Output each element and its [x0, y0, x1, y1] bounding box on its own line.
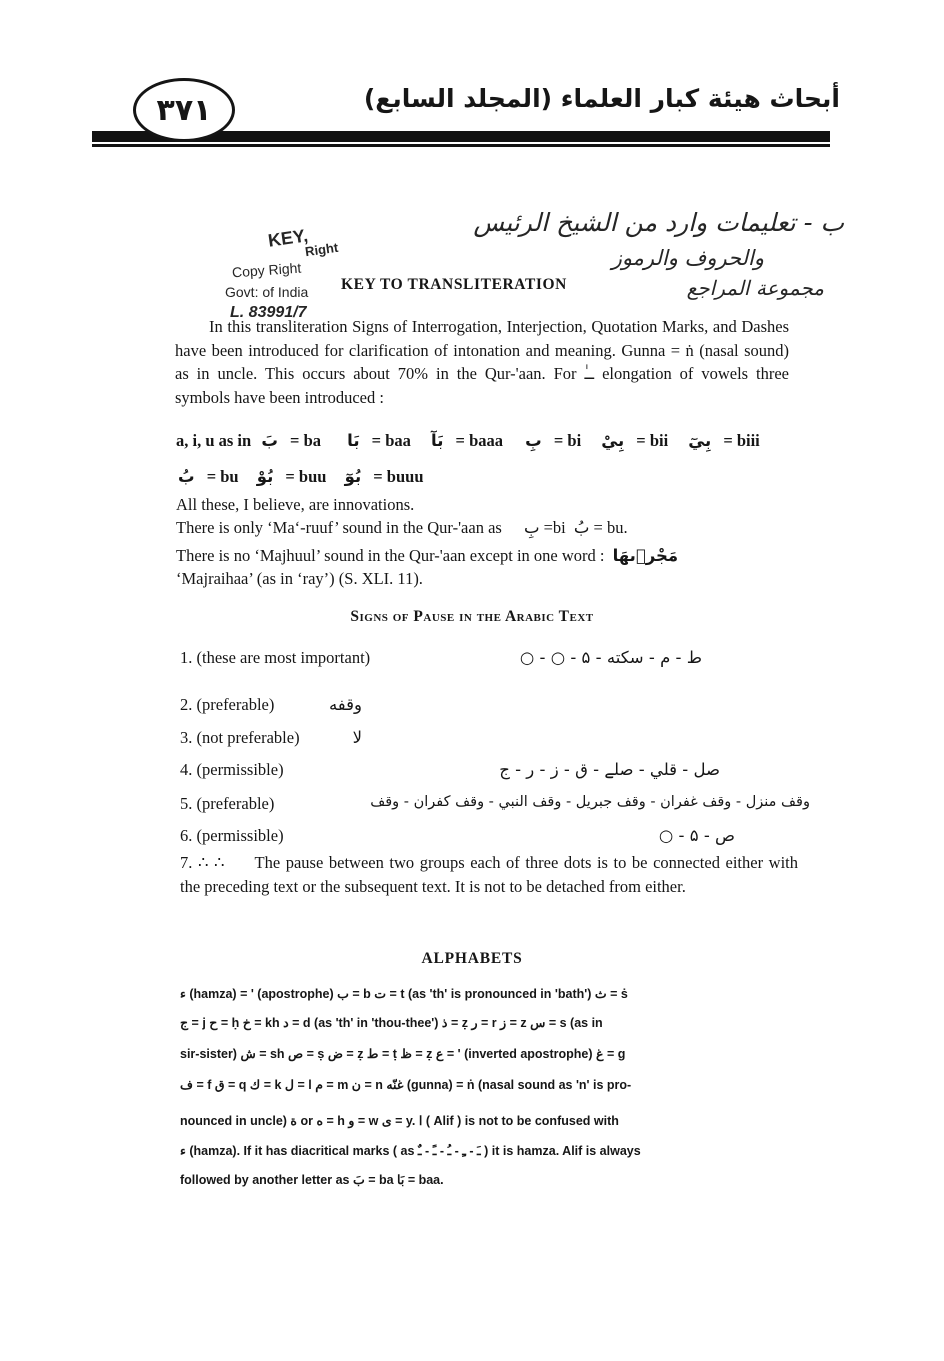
pause-label: 5. (preferable): [180, 794, 275, 813]
stamp-number: L. 83991/7: [230, 304, 307, 321]
examples-prefix: a, i, u as in: [176, 431, 252, 450]
translit-buu: = buu: [285, 467, 327, 486]
translit-bi: = bi: [553, 431, 582, 450]
innovations-statement: All these, I believe, are innovations.: [176, 495, 415, 514]
majhuul-text: There is no ‘Majhuul’ sound in the Qur-'aan except in one word :: [176, 546, 605, 565]
maruuf-statement: [176, 518, 628, 538]
pause-label: 4. (permissible): [180, 760, 284, 779]
translit-baa: = baa: [371, 431, 411, 450]
stamp-govt: Govt: of India: [225, 284, 309, 300]
stamp-copyright: Copy Right: [231, 259, 302, 281]
pause-row-2: [180, 695, 810, 719]
pause-label: 3. (not preferable): [180, 728, 300, 747]
stamp-key: KEY,: [266, 225, 310, 251]
intro-paragraph: In this transliteration Signs of Interrogation, Interjection, Quotation Marks, and Dashes have been introduced for clarification of intonation and meaning. Gunna = ṅ (nasal sound) as in uncle. This occurs about 70% in the Qur-'aan. For ــٰ elongation of vowels three symbols have been introduced :: [175, 317, 789, 407]
page-title: KEY TO TRANSLITERATION: [341, 276, 567, 293]
page-number: ٣٧١: [133, 78, 235, 142]
maruuf-arabic-bu: بُ: [573, 518, 590, 537]
pause-symbols: ص - ۵ - ○: [658, 826, 735, 845]
majhuul-arabic-word: مَجْرٖىهَا: [612, 546, 679, 565]
alphabet-line-7: followed by another letter as بَ = ba بَا = baa.: [180, 1173, 444, 1187]
stamp-right: Right: [304, 239, 340, 260]
pause-label: 2. (preferable): [180, 695, 275, 714]
pause-row-1: [180, 648, 810, 672]
pause-row-5: [180, 794, 810, 818]
alphabet-line-1: ء (hamza) = ' (apostrophe) ب = b ت = t (as 'th' is pronounced in 'bath') ث = ṡ: [180, 987, 628, 1001]
arabic-bu: بُ: [178, 467, 195, 486]
handwritten-note-3: مجموعة المراجع: [686, 276, 824, 300]
pause-item-7-text: The pause between two groups each of three dots is to be connected either with the preceding text or the subsequent text. It is not to be detached from either.: [180, 853, 798, 896]
alphabet-line-4: ف = f ق = q ك = k ل = l م = m ن = n غنّه (gunna) = ṅ (nasal sound as 'n' is pro-: [180, 1078, 632, 1092]
handwritten-note-1: ب - تعليمات وارد من الشيخ الرئيس: [473, 208, 844, 237]
arabic-buuu: بُوٓ: [344, 467, 362, 486]
vowel-examples-line-1: [176, 431, 760, 451]
maruuf-bi: =bi: [543, 518, 566, 537]
pause-symbols: ط - م - سكته - ۵ - ○ - ○: [519, 648, 702, 667]
pause-label: 1. (these are most important): [180, 648, 371, 667]
alphabet-line-2: ج = j ح = ḥ خ = kh د = d (as 'th' in 'thou-thee') ذ = ẓ ر = r ز = z س = s (as in: [180, 1016, 603, 1030]
alphabets-heading: ALPHABETS: [421, 950, 523, 967]
maruuf-bu: = bu.: [593, 518, 628, 537]
three-dots-sign: 7. ∴ ∴: [180, 853, 225, 872]
arabic-bi: بِ: [525, 431, 542, 450]
arabic-bii: بِيْ: [601, 431, 625, 450]
pause-heading: Signs of Pause in the Arabic Text: [350, 608, 594, 625]
pause-row-3: [180, 728, 810, 752]
translit-bii: = bii: [636, 431, 669, 450]
maruuf-text: There is only ‘Ma‘-ruuf’ sound in the Qur-'aan as: [176, 518, 502, 537]
pause-symbols: صل - قلي - صلے - ق - ز - ر - ج: [499, 760, 720, 779]
alphabet-line-3: sir-sister) ش = sh ص = ṣ ض = ẓ ط = ṭ ظ = ẓ ع = ' (inverted apostrophe) غ = g: [180, 1047, 626, 1061]
arabic-biii: بِيٓ: [688, 431, 712, 450]
pause-item-7: [180, 851, 798, 898]
translit-ba: = ba: [290, 431, 322, 450]
arabic-ba: بَ: [261, 431, 278, 450]
maruuf-arabic-bi: بِ: [523, 518, 540, 537]
translit-baaa: = baaa: [455, 431, 504, 450]
alphabet-line-5: nounced in uncle) ة or ه = h و = w ى = y. ا ( Alif ) is not to be confused with: [180, 1114, 619, 1128]
pause-row-4: [180, 760, 810, 784]
pause-symbols: لا: [352, 728, 362, 747]
pause-symbols: وقفه: [328, 695, 362, 714]
pause-row-6: [180, 826, 810, 850]
pause-symbols: وقف منزل - وقف غفران - وقف جبريل - وقف النبي - وقف كفران - وقف: [370, 794, 810, 810]
translit-bu: = bu: [206, 467, 239, 486]
vowel-examples-line-2: [178, 467, 424, 487]
translit-biii: = biii: [723, 431, 760, 450]
arabic-baaa: بَآ: [431, 431, 444, 450]
majhuul-statement: [176, 546, 800, 566]
arabic-baa: بَا: [347, 431, 360, 450]
handwritten-note-2: والحروف والرموز: [611, 246, 764, 270]
alphabet-line-6: ء (hamza). If it has diacritical marks ( as ـَ - ـِ - ـُ - ـً - ـٌ ) it is hamza. Alif is always: [180, 1144, 641, 1158]
header-rule-thin: [92, 144, 830, 147]
translit-buuu: = buuu: [373, 467, 424, 486]
pause-label: 6. (permissible): [180, 826, 284, 845]
running-title: أبحاث هيئة كبار العلماء (المجلد السابع): [363, 84, 840, 113]
arabic-buu: بُوْ: [256, 467, 274, 486]
majhuul-example: ‘Majraihaa’ (as in ‘ray’) (S. XLI. 11).: [176, 569, 423, 588]
